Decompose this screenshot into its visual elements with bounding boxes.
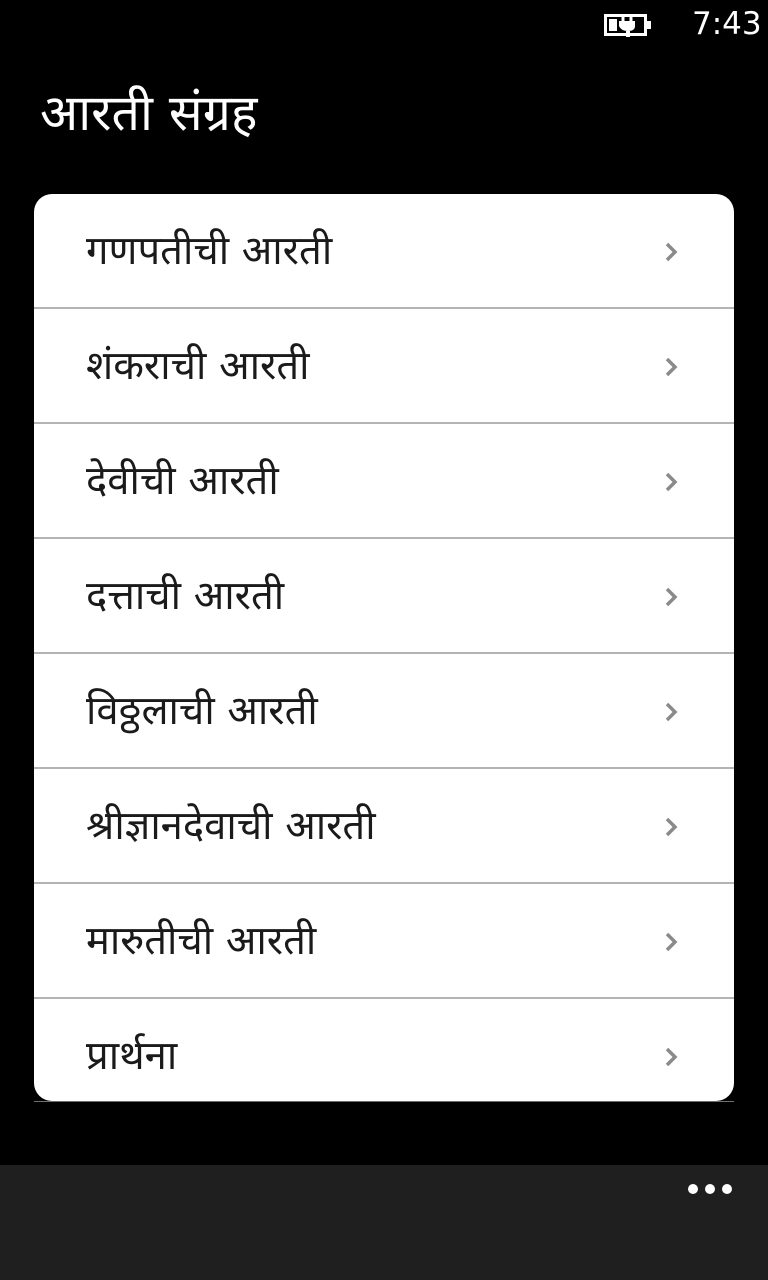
list-item-vitthal[interactable] bbox=[34, 654, 734, 769]
list-item-label: दत्ताची आरती bbox=[86, 573, 285, 619]
chevron-right-icon bbox=[664, 585, 678, 609]
chevron-right-icon bbox=[664, 240, 678, 264]
chevron-right-icon bbox=[664, 700, 678, 724]
list-item-datta[interactable] bbox=[34, 539, 734, 654]
chevron-right-icon bbox=[664, 1045, 678, 1069]
clock: 7:43 bbox=[692, 6, 762, 42]
app-bar bbox=[0, 1165, 768, 1280]
chevron-right-icon bbox=[664, 470, 678, 494]
status-bar bbox=[0, 0, 768, 50]
more-options-button[interactable] bbox=[680, 1175, 740, 1203]
list-item-dnyandev[interactable] bbox=[34, 769, 734, 884]
list-item-maruti[interactable] bbox=[34, 884, 734, 999]
ellipsis-icon bbox=[722, 1184, 732, 1194]
chevron-right-icon bbox=[664, 355, 678, 379]
list-item-label: प्रार्थना bbox=[86, 1033, 178, 1079]
chevron-right-icon bbox=[664, 815, 678, 839]
list-item-label: विठ्ठलाची आरती bbox=[86, 688, 318, 734]
page-title: आरती संग्रह bbox=[40, 84, 258, 142]
list-item-devi[interactable] bbox=[34, 424, 734, 539]
list-item-label: शंकराची आरती bbox=[86, 343, 310, 389]
ellipsis-icon bbox=[705, 1184, 715, 1194]
list-item-label: देवीची आरती bbox=[86, 458, 279, 504]
list-bottom-divider bbox=[34, 1101, 734, 1102]
chevron-right-icon bbox=[664, 930, 678, 954]
list-item-label: मारुतीची आरती bbox=[86, 918, 317, 964]
list-item-shankar[interactable] bbox=[34, 309, 734, 424]
list-item-label: श्रीज्ञानदेवाची आरती bbox=[86, 803, 376, 849]
list-item-ganpati[interactable] bbox=[34, 194, 734, 309]
aarti-list bbox=[34, 194, 734, 1101]
ellipsis-icon bbox=[688, 1184, 698, 1194]
list-item-label: गणपतीची आरती bbox=[86, 228, 333, 274]
list-item-prarthana[interactable] bbox=[34, 999, 734, 1101]
battery-charging-icon bbox=[604, 12, 652, 38]
